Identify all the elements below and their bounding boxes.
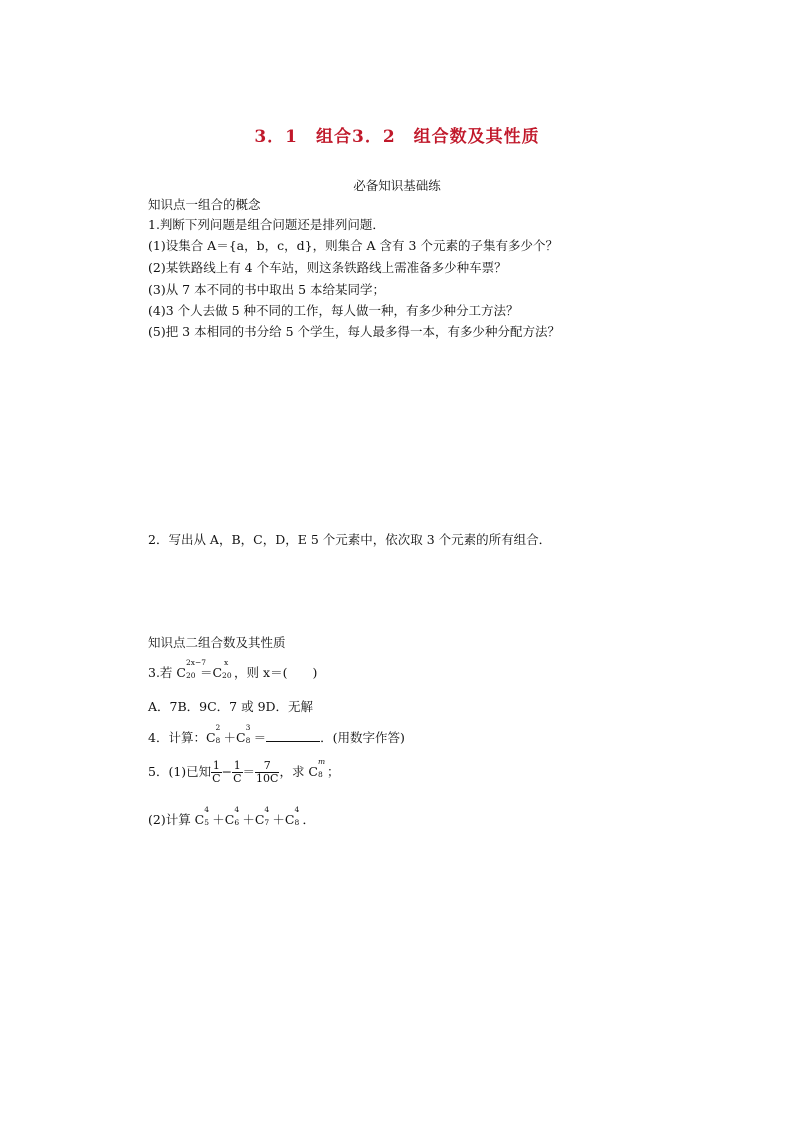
page-title: 3．1 组合3．2 组合数及其性质 (254, 127, 540, 147)
fraction-2: $\frac{1}{C}$ (233, 759, 242, 785)
page-subtitle: 必备知识基础练 (353, 178, 441, 193)
question-1-part-1: (1)设集合 A＝{a，b，c，d}，则集合 A 含有 3 个元素的子集有多少个？ (148, 238, 558, 253)
section-heading-concept: 知识点一组合的概念 (148, 197, 261, 212)
question-1-part-4: (4)3 个人去做 5 种不同的工作，每人做一种，有多少种分工方法？ (148, 303, 519, 318)
answer-blank[interactable] (266, 731, 320, 742)
question-2: 2．写出从 A，B，C，D，E 5 个元素中，依次取 3 个元素的所有组合． (148, 532, 552, 547)
question-3-options: A．7B．9C．7 或 9D．无解 (148, 699, 314, 714)
question-5-part-2: (2)计算 C 4 5 ＋C 4 6 ＋C 4 7 ＋C 4 8 ． (148, 805, 315, 827)
question-5-part-1: 5．(1)已知 $\frac{1}{C}$ − $\frac{1}{C}$ ＝ $\frac{7}{10C}$ ，求 C m 8 ； (148, 757, 340, 785)
question-4: 4．计算：C 2 8 ＋C 3 8 ＝ ．(用数字作答) (148, 723, 405, 745)
question-1-part-5: (5)把 3 本相同的书分给 5 个学生，每人最多得一本，有多少种分配方法？ (148, 324, 561, 339)
fraction-1: $\frac{1}{C}$ (212, 759, 221, 785)
question-1-stem: 1.判断下列问题是组合问题还是排列问题． (148, 217, 385, 232)
section-heading-combination-number: 知识点二组合数及其性质 (148, 635, 286, 650)
fraction-3: $\frac{7}{10C}$ (256, 759, 279, 785)
question-1-part-3: (3)从 7 本不同的书中取出 5 本给某同学； (148, 282, 386, 297)
question-3: 3.若 C 2x−7 20 ＝C x 20 ，则 x＝( ) (148, 658, 318, 680)
question-1-part-2: (2)某铁路线上有 4 个车站，则这条铁路线上需准备多少种车票？ (148, 260, 507, 275)
